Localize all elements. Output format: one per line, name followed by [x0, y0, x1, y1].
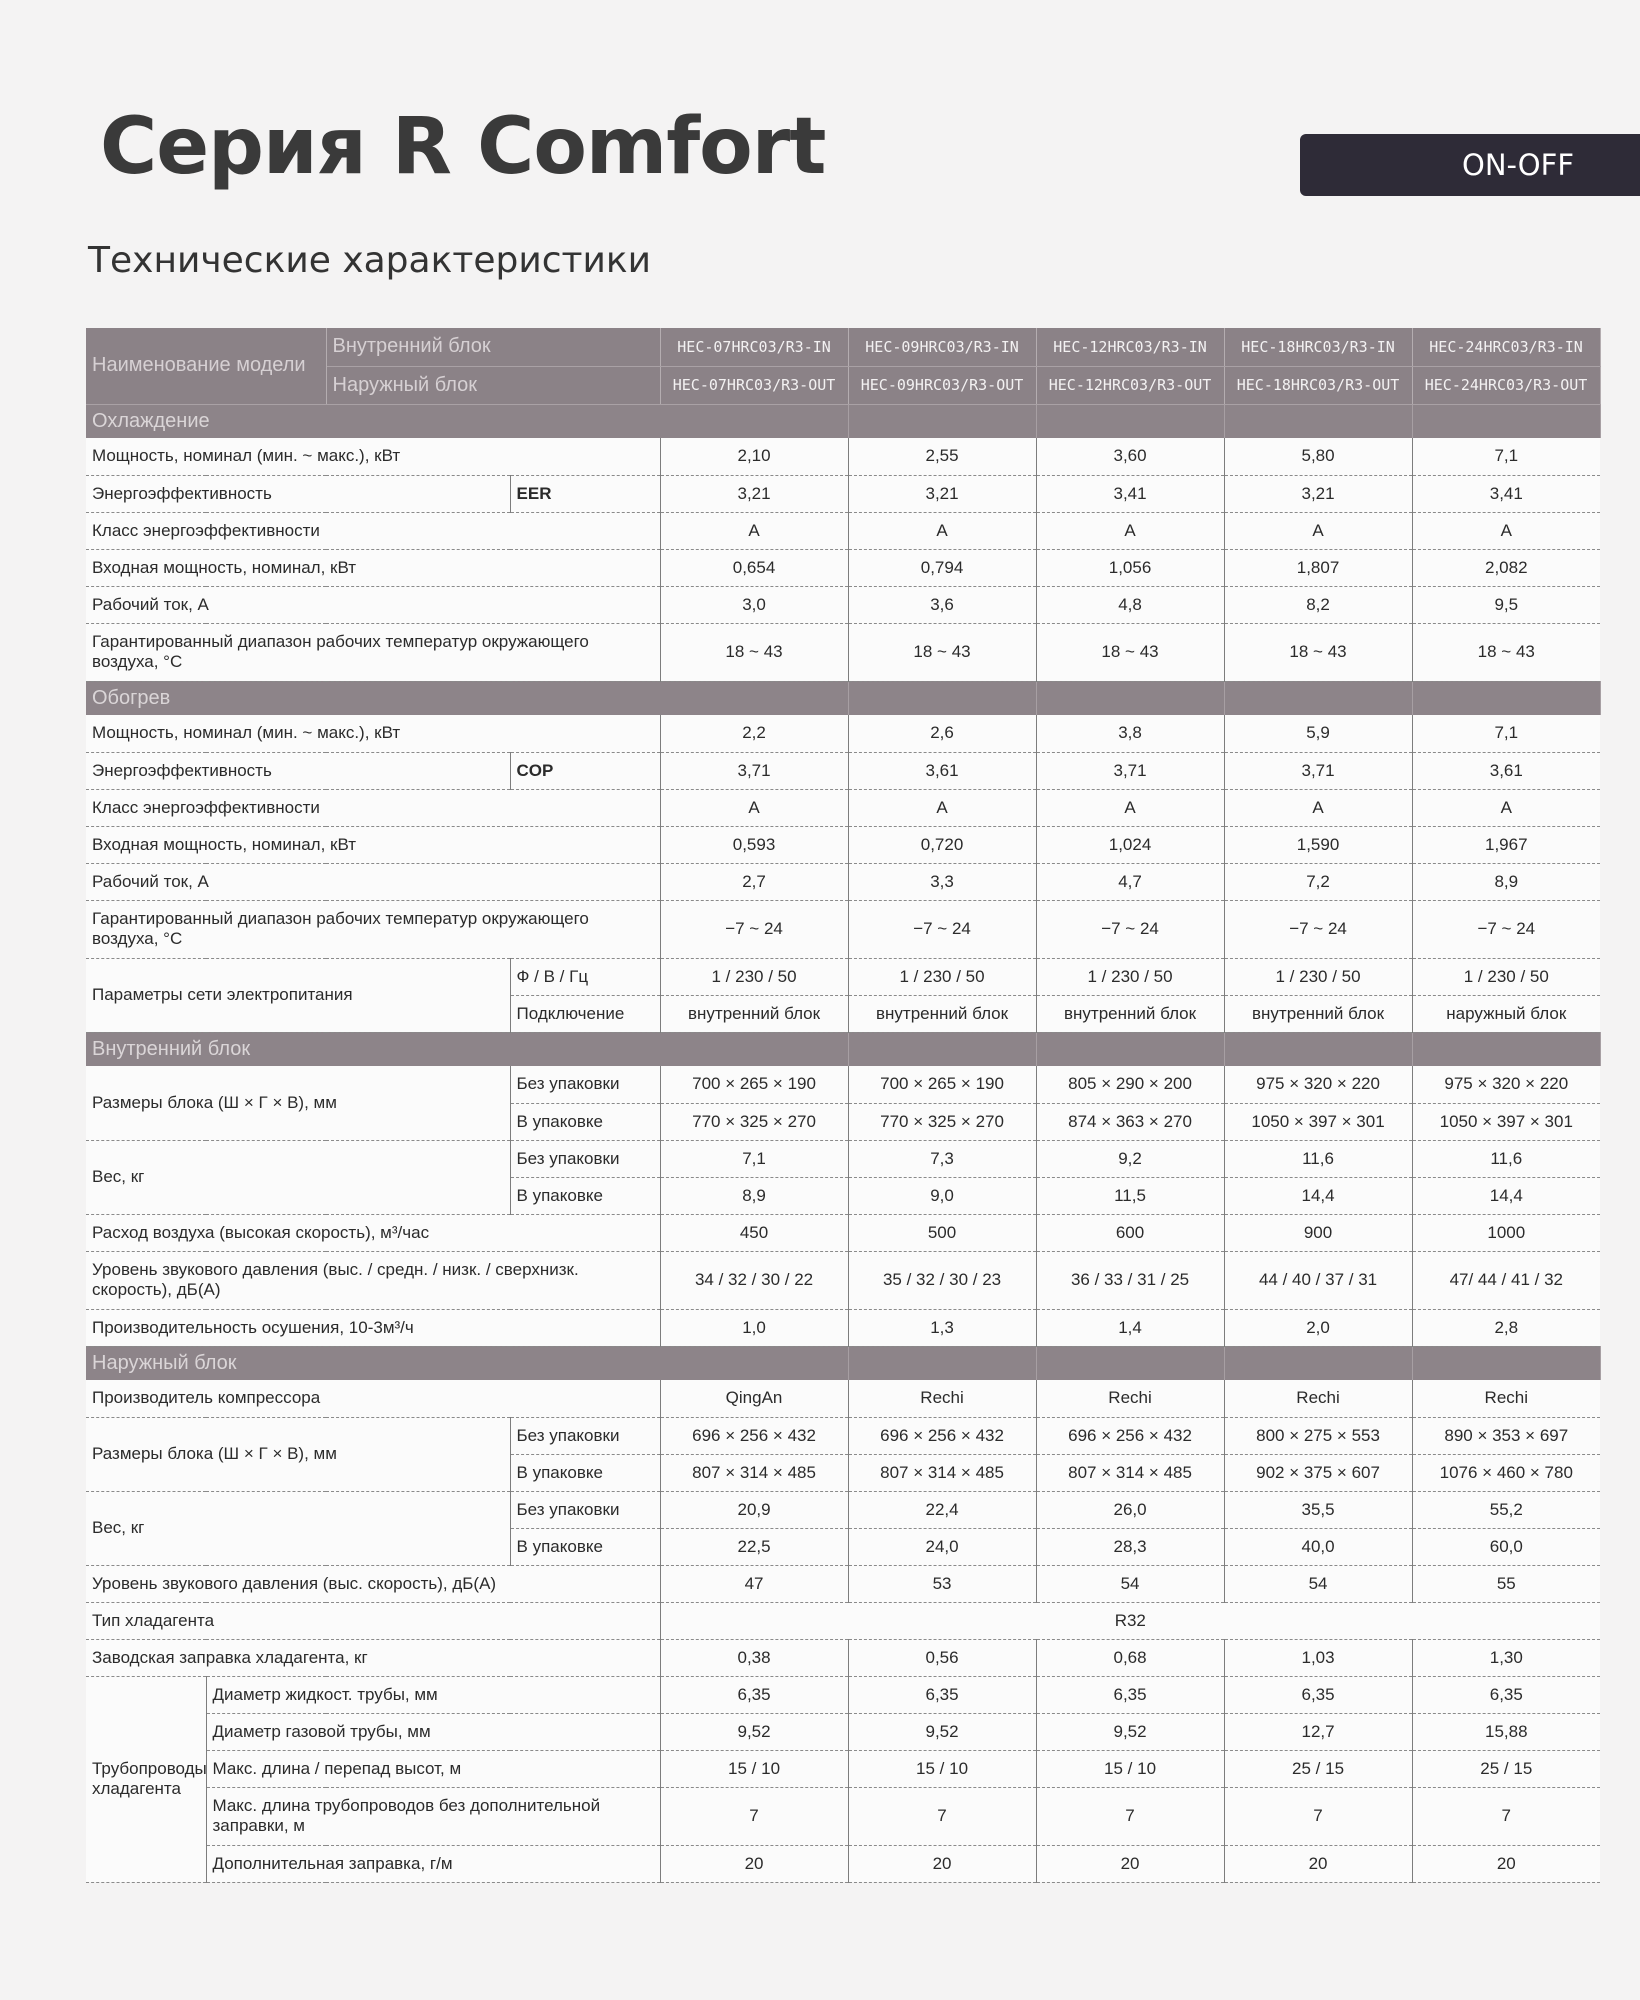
value-cell: 11,6 [1412, 1140, 1600, 1177]
table-row [86, 715, 1600, 752]
value-cell: 40,0 [1224, 1528, 1412, 1565]
table-row [86, 958, 1600, 995]
value-cell: A [1224, 512, 1412, 549]
sub-label: Без упаковки [510, 1417, 660, 1454]
value-cell: Rechi [1412, 1380, 1600, 1417]
value-cell: 3,60 [1036, 438, 1224, 475]
value-cell: 7,1 [1412, 438, 1600, 475]
value-cell: 807 × 314 × 485 [1036, 1454, 1224, 1491]
value-cell: 14,4 [1224, 1177, 1412, 1214]
table-row [86, 623, 1600, 681]
model-name-label: Наименование модели [86, 328, 326, 404]
value-cell: 20 [1224, 1845, 1412, 1882]
table-row [86, 438, 1600, 475]
value-cell: внутренний блок [1036, 995, 1224, 1032]
value-cell: 35 / 32 / 30 / 23 [848, 1251, 1036, 1309]
value-cell: 450 [660, 1214, 848, 1251]
section-fill [1412, 1032, 1600, 1066]
table-row [86, 863, 1600, 900]
value-cell: 35,5 [1224, 1491, 1412, 1528]
value-cell: 3,21 [1224, 475, 1412, 512]
table-row [86, 475, 1600, 512]
sub-label: В упаковке [510, 1528, 660, 1565]
table-row [86, 752, 1600, 789]
value-cell: 9,0 [848, 1177, 1036, 1214]
section-fill [1224, 1346, 1412, 1380]
value-cell: 25 / 15 [1412, 1750, 1600, 1787]
table-row [86, 1845, 1600, 1882]
value-cell: 0,794 [848, 549, 1036, 586]
row-label: Трубопроводы хладагента [86, 1676, 206, 1882]
sub-label: В упаковке [510, 1177, 660, 1214]
value-cell: 0,68 [1036, 1639, 1224, 1676]
value-cell: 2,0 [1224, 1309, 1412, 1346]
section-fill [1224, 404, 1412, 438]
sub-label: EER [510, 475, 660, 512]
value-cell: 2,55 [848, 438, 1036, 475]
value-cell: 9,52 [848, 1713, 1036, 1750]
value-cell: 8,2 [1224, 586, 1412, 623]
value-cell: 1,4 [1036, 1309, 1224, 1346]
section-fill [1224, 1032, 1412, 1066]
value-cell: 34 / 32 / 30 / 22 [660, 1251, 848, 1309]
value-cell: 20 [848, 1845, 1036, 1882]
section-header: Наружный блок [86, 1346, 660, 1380]
section-fill [660, 1346, 848, 1380]
row-label: Входная мощность, номинал, кВт [86, 549, 660, 586]
value-cell: 6,35 [1412, 1676, 1600, 1713]
value-cell: 3,71 [660, 752, 848, 789]
table-row [86, 1032, 1600, 1066]
value-cell: 800 × 275 × 553 [1224, 1417, 1412, 1454]
table-row [86, 404, 1600, 438]
section-fill [1412, 681, 1600, 715]
value-cell: 2,8 [1412, 1309, 1600, 1346]
table-row [86, 1251, 1600, 1309]
sub-label: Без упаковки [510, 1491, 660, 1528]
value-cell: внутренний блок [848, 995, 1036, 1032]
table-row [86, 328, 1600, 366]
table-row [86, 1676, 1600, 1713]
sub-label: Без упаковки [510, 1140, 660, 1177]
table-row [86, 512, 1600, 549]
value-cell: 807 × 314 × 485 [848, 1454, 1036, 1491]
table-row [86, 1309, 1600, 1346]
value-cell: 1050 × 397 × 301 [1412, 1103, 1600, 1140]
indoor-model-name: HEC-12HRC03/R3-IN [1036, 328, 1224, 366]
value-cell: 1,30 [1412, 1639, 1600, 1676]
value-cell: 874 × 363 × 270 [1036, 1103, 1224, 1140]
value-cell: 1,590 [1224, 826, 1412, 863]
section-fill [660, 681, 848, 715]
row-label: Вес, кг [86, 1140, 510, 1214]
value-cell: 5,9 [1224, 715, 1412, 752]
specifications-table [86, 328, 1601, 1883]
value-cell: 15,88 [1412, 1713, 1600, 1750]
value-cell: A [848, 789, 1036, 826]
value-cell: 9,2 [1036, 1140, 1224, 1177]
value-cell: 1076 × 460 × 780 [1412, 1454, 1600, 1491]
sub-label: COP [510, 752, 660, 789]
outdoor-model-name: HEC-12HRC03/R3-OUT [1036, 366, 1224, 404]
value-cell: 20 [1036, 1845, 1224, 1882]
table-row [86, 586, 1600, 623]
value-cell: 12,7 [1224, 1713, 1412, 1750]
value-cell: 7,1 [660, 1140, 848, 1177]
indoor-model-name: HEC-18HRC03/R3-IN [1224, 328, 1412, 366]
row-label: Параметры сети электропитания [86, 958, 510, 1032]
value-cell: 3,61 [848, 752, 1036, 789]
value-cell: внутренний блок [1224, 995, 1412, 1032]
value-cell: 3,71 [1224, 752, 1412, 789]
row-label: Входная мощность, номинал, кВт [86, 826, 660, 863]
row-label: Рабочий ток, А [86, 863, 660, 900]
value-cell: 600 [1036, 1214, 1224, 1251]
section-fill [1412, 404, 1600, 438]
value-cell: 8,9 [660, 1177, 848, 1214]
value-cell: 53 [848, 1565, 1036, 1602]
indoor-model-name: HEC-09HRC03/R3-IN [848, 328, 1036, 366]
value-cell: 3,41 [1036, 475, 1224, 512]
value-cell: −7 ~ 24 [1036, 900, 1224, 958]
section-fill [1036, 681, 1224, 715]
table-row [86, 1565, 1600, 1602]
section-fill [848, 681, 1036, 715]
value-cell: 1 / 230 / 50 [848, 958, 1036, 995]
value-cell: 1 / 230 / 50 [660, 958, 848, 995]
value-cell: 807 × 314 × 485 [660, 1454, 848, 1491]
row-label: Рабочий ток, А [86, 586, 660, 623]
value-cell: 55 [1412, 1565, 1600, 1602]
value-cell: 14,4 [1412, 1177, 1600, 1214]
value-cell: 36 / 33 / 31 / 25 [1036, 1251, 1224, 1309]
value-cell: 44 / 40 / 37 / 31 [1224, 1251, 1412, 1309]
indoor-unit-label: Внутренний блок [326, 328, 660, 366]
row-label: Уровень звукового давления (выс. / средн. / низк. / сверхнизк. скорость), дБ(А) [86, 1251, 660, 1309]
section-fill [848, 1346, 1036, 1380]
value-cell: 7,2 [1224, 863, 1412, 900]
value-cell: 3,8 [1036, 715, 1224, 752]
sub-label: Подключение [510, 995, 660, 1032]
value-cell: 60,0 [1412, 1528, 1600, 1565]
value-cell: A [660, 512, 848, 549]
table-row [86, 1066, 1600, 1103]
sub-label: В упаковке [510, 1103, 660, 1140]
value-cell: 696 × 256 × 432 [660, 1417, 848, 1454]
value-cell: A [1036, 512, 1224, 549]
table-row [86, 900, 1600, 958]
value-cell: 18 ~ 43 [660, 623, 848, 681]
value-cell: 6,35 [1036, 1676, 1224, 1713]
sub-label: Диаметр газовой трубы, мм [206, 1713, 660, 1750]
page-title: Серия R Comfort [100, 102, 826, 192]
value-cell: 2,082 [1412, 549, 1600, 586]
table-row [86, 1787, 1600, 1845]
value-cell: 5,80 [1224, 438, 1412, 475]
value-cell: Rechi [848, 1380, 1036, 1417]
value-cell: 3,61 [1412, 752, 1600, 789]
value-cell: 47/ 44 / 41 / 32 [1412, 1251, 1600, 1309]
value-cell: Rechi [1036, 1380, 1224, 1417]
value-cell: 22,5 [660, 1528, 848, 1565]
value-cell: 7 [848, 1787, 1036, 1845]
row-label: Гарантированный диапазон рабочих температур окружающего воздуха, °C [86, 900, 660, 958]
value-cell: A [848, 512, 1036, 549]
value-cell: 975 × 320 × 220 [1224, 1066, 1412, 1103]
value-cell: 18 ~ 43 [848, 623, 1036, 681]
value-cell: 2,2 [660, 715, 848, 752]
row-label: Энергоэффективность [86, 752, 510, 789]
value-cell: A [1036, 789, 1224, 826]
value-cell: 26,0 [1036, 1491, 1224, 1528]
row-label: Уровень звукового давления (выс. скорость), дБ(А) [86, 1565, 660, 1602]
row-label: Расход воздуха (высокая скорость), м³/час [86, 1214, 660, 1251]
outdoor-model-name: HEC-09HRC03/R3-OUT [848, 366, 1036, 404]
value-cell: 54 [1224, 1565, 1412, 1602]
outdoor-model-name: HEC-07HRC03/R3-OUT [660, 366, 848, 404]
value-cell: 3,21 [660, 475, 848, 512]
value-cell: 22,4 [848, 1491, 1036, 1528]
sub-label: Без упаковки [510, 1066, 660, 1103]
value-cell: 700 × 265 × 190 [660, 1066, 848, 1103]
value-cell: 0,720 [848, 826, 1036, 863]
value-cell: 1,03 [1224, 1639, 1412, 1676]
table-row [86, 1713, 1600, 1750]
indoor-model-name: HEC-07HRC03/R3-IN [660, 328, 848, 366]
row-label: Класс энергоэффективности [86, 789, 660, 826]
section-fill [848, 1032, 1036, 1066]
value-cell: 1,3 [848, 1309, 1036, 1346]
value-cell: 47 [660, 1565, 848, 1602]
value-cell: −7 ~ 24 [660, 900, 848, 958]
value-cell: 696 × 256 × 432 [1036, 1417, 1224, 1454]
value-cell: −7 ~ 24 [848, 900, 1036, 958]
table-row [86, 1639, 1600, 1676]
value-cell: 15 / 10 [848, 1750, 1036, 1787]
value-cell: 1000 [1412, 1214, 1600, 1251]
value-cell: 18 ~ 43 [1224, 623, 1412, 681]
row-label: Энергоэффективность [86, 475, 510, 512]
value-cell: 8,9 [1412, 863, 1600, 900]
outdoor-model-name: HEC-24HRC03/R3-OUT [1412, 366, 1600, 404]
sub-label: Дополнительная заправка, г/м [206, 1845, 660, 1882]
value-cell: 3,3 [848, 863, 1036, 900]
value-cell: −7 ~ 24 [1412, 900, 1600, 958]
value-cell: QingAn [660, 1380, 848, 1417]
section-fill [1036, 1032, 1224, 1066]
value-cell: 2,6 [848, 715, 1036, 752]
section-header: Охлаждение [86, 404, 660, 438]
value-cell: 1 / 230 / 50 [1224, 958, 1412, 995]
value-cell: R32 [660, 1602, 1600, 1639]
value-cell: 4,8 [1036, 586, 1224, 623]
value-cell: 6,35 [848, 1676, 1036, 1713]
value-cell: 7 [1412, 1787, 1600, 1845]
value-cell: 900 [1224, 1214, 1412, 1251]
value-cell: 770 × 325 × 270 [660, 1103, 848, 1140]
value-cell: 975 × 320 × 220 [1412, 1066, 1600, 1103]
table-row [86, 681, 1600, 715]
value-cell: 3,0 [660, 586, 848, 623]
value-cell: 0,38 [660, 1639, 848, 1676]
table-row [86, 1380, 1600, 1417]
section-fill [1036, 404, 1224, 438]
section-fill [1412, 1346, 1600, 1380]
section-fill [660, 1032, 848, 1066]
value-cell: 3,21 [848, 475, 1036, 512]
value-cell: 6,35 [1224, 1676, 1412, 1713]
value-cell: 15 / 10 [1036, 1750, 1224, 1787]
value-cell: 0,593 [660, 826, 848, 863]
value-cell: 805 × 290 × 200 [1036, 1066, 1224, 1103]
value-cell: 3,6 [848, 586, 1036, 623]
value-cell: внутренний блок [660, 995, 848, 1032]
value-cell: 9,5 [1412, 586, 1600, 623]
value-cell: 0,56 [848, 1639, 1036, 1676]
value-cell: 24,0 [848, 1528, 1036, 1565]
table-row [86, 1346, 1600, 1380]
value-cell: 1 / 230 / 50 [1412, 958, 1600, 995]
value-cell: 770 × 325 × 270 [848, 1103, 1036, 1140]
value-cell: 11,5 [1036, 1177, 1224, 1214]
value-cell: 55,2 [1412, 1491, 1600, 1528]
sub-label: Макс. длина трубопроводов без дополнительной заправки, м [206, 1787, 660, 1845]
value-cell: 1050 × 397 × 301 [1224, 1103, 1412, 1140]
row-label: Гарантированный диапазон рабочих температур окружающего воздуха, °C [86, 623, 660, 681]
page-subtitle: Технические характеристики [88, 240, 652, 281]
value-cell: 7 [1036, 1787, 1224, 1845]
value-cell: 3,71 [1036, 752, 1224, 789]
value-cell: 3,41 [1412, 475, 1600, 512]
table-row [86, 549, 1600, 586]
value-cell: 1,0 [660, 1309, 848, 1346]
sub-label: Диаметр жидкост. трубы, мм [206, 1676, 660, 1713]
row-label: Размеры блока (Ш × Г × В), мм [86, 1066, 510, 1140]
row-label: Заводская заправка хладагента, кг [86, 1639, 660, 1676]
value-cell: 4,7 [1036, 863, 1224, 900]
value-cell: 54 [1036, 1565, 1224, 1602]
row-label: Мощность, номинал (мин. ~ макс.), кВт [86, 438, 660, 475]
table-row [86, 1214, 1600, 1251]
value-cell: A [1224, 789, 1412, 826]
row-label: Производитель компрессора [86, 1380, 660, 1417]
value-cell: 500 [848, 1214, 1036, 1251]
table-row [86, 789, 1600, 826]
value-cell: 1,056 [1036, 549, 1224, 586]
section-fill [1036, 1346, 1224, 1380]
value-cell: 9,52 [660, 1713, 848, 1750]
sub-label: Ф / В / Гц [510, 958, 660, 995]
value-cell: 2,7 [660, 863, 848, 900]
row-label: Тип хладагента [86, 1602, 660, 1639]
outdoor-model-name: HEC-18HRC03/R3-OUT [1224, 366, 1412, 404]
value-cell: 20,9 [660, 1491, 848, 1528]
table-row [86, 826, 1600, 863]
value-cell: 7,3 [848, 1140, 1036, 1177]
value-cell: наружный блок [1412, 995, 1600, 1032]
value-cell: 700 × 265 × 190 [848, 1066, 1036, 1103]
value-cell: A [660, 789, 848, 826]
value-cell: 696 × 256 × 432 [848, 1417, 1036, 1454]
value-cell: 890 × 353 × 697 [1412, 1417, 1600, 1454]
row-label: Класс энергоэффективности [86, 512, 660, 549]
value-cell: 902 × 375 × 607 [1224, 1454, 1412, 1491]
table-row [86, 1140, 1600, 1177]
value-cell: 15 / 10 [660, 1750, 848, 1787]
value-cell: 18 ~ 43 [1036, 623, 1224, 681]
value-cell: 2,10 [660, 438, 848, 475]
value-cell: A [1412, 789, 1600, 826]
row-label: Мощность, номинал (мин. ~ макс.), кВт [86, 715, 660, 752]
value-cell: 1 / 230 / 50 [1036, 958, 1224, 995]
value-cell: 1,807 [1224, 549, 1412, 586]
value-cell: 20 [660, 1845, 848, 1882]
value-cell: 28,3 [1036, 1528, 1224, 1565]
table-row [86, 1491, 1600, 1528]
table-row [86, 1602, 1600, 1639]
section-fill [1224, 681, 1412, 715]
value-cell: 11,6 [1224, 1140, 1412, 1177]
value-cell: Rechi [1224, 1380, 1412, 1417]
value-cell: 7 [660, 1787, 848, 1845]
value-cell: −7 ~ 24 [1224, 900, 1412, 958]
value-cell: 0,654 [660, 549, 848, 586]
value-cell: 7,1 [1412, 715, 1600, 752]
row-label: Производительность осушения, 10-3м³/ч [86, 1309, 660, 1346]
on-off-badge: ON-OFF [1300, 134, 1640, 196]
value-cell: 20 [1412, 1845, 1600, 1882]
value-cell: A [1412, 512, 1600, 549]
value-cell: 25 / 15 [1224, 1750, 1412, 1787]
value-cell: 9,52 [1036, 1713, 1224, 1750]
table-row [86, 1417, 1600, 1454]
section-fill [660, 404, 848, 438]
row-label: Размеры блока (Ш × Г × В), мм [86, 1417, 510, 1491]
value-cell: 1,967 [1412, 826, 1600, 863]
section-header: Внутренний блок [86, 1032, 660, 1066]
table-row [86, 1750, 1600, 1787]
sub-label: Макс. длина / перепад высот, м [206, 1750, 660, 1787]
outdoor-unit-label: Наружный блок [326, 366, 660, 404]
section-header: Обогрев [86, 681, 660, 715]
section-fill [848, 404, 1036, 438]
value-cell: 18 ~ 43 [1412, 623, 1600, 681]
value-cell: 1,024 [1036, 826, 1224, 863]
row-label: Вес, кг [86, 1491, 510, 1565]
value-cell: 7 [1224, 1787, 1412, 1845]
value-cell: 6,35 [660, 1676, 848, 1713]
sub-label: В упаковке [510, 1454, 660, 1491]
indoor-model-name: HEC-24HRC03/R3-IN [1412, 328, 1600, 366]
